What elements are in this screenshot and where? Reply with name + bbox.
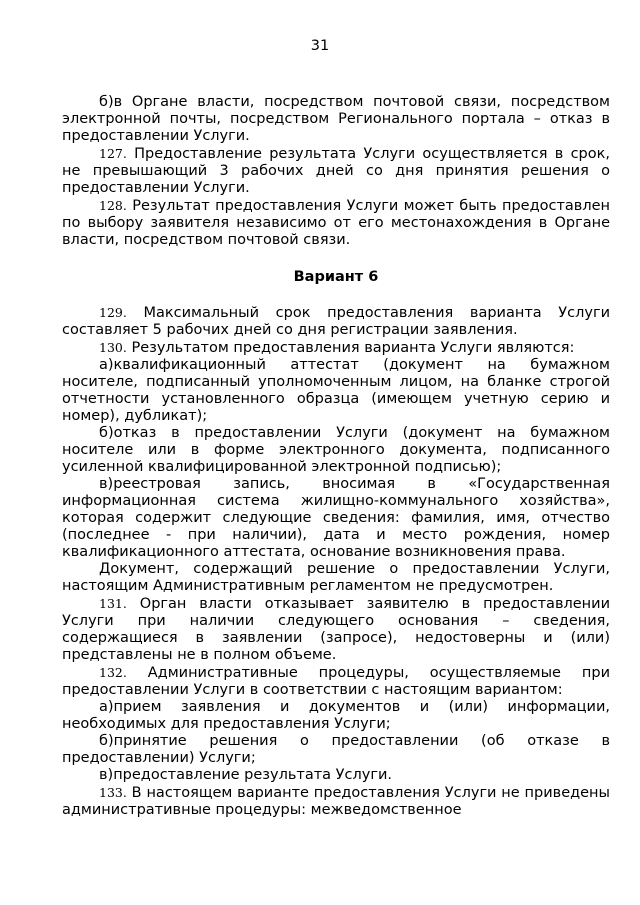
paragraph-text: Результат предоставления Услуги может быть предоставлен по выбору заявителя независимо от его местонахождения в Органе власти, посредством почтовой связи. bbox=[62, 198, 611, 248]
paragraph-number: 132. bbox=[99, 665, 127, 680]
list-marker: а) bbox=[99, 699, 114, 715]
paragraph bbox=[62, 304, 610, 339]
paragraph bbox=[62, 145, 610, 197]
paragraph bbox=[62, 94, 610, 145]
paragraph-text: Предоставление результата Услуги осуществляется в срок, не превышающий 3 рабочих дней со дня принятия решения о предоставлении Услуги. bbox=[62, 146, 610, 196]
paragraph-text: отказ в предоставлении Услуги (документ на бумажном носителе или в форме электронного документа, подписанного усиленной квалифицированной электронной подписью); bbox=[62, 425, 610, 475]
paragraph-text: Результатом предоставления варианта Услуги являются: bbox=[131, 340, 575, 356]
paragraph bbox=[62, 664, 610, 699]
paragraph bbox=[62, 339, 610, 357]
document-body bbox=[62, 94, 610, 819]
paragraph-text: Административные процедуры, осуществляемые при предоставлении Услуги в соответствии с настоящим вариантом: bbox=[62, 665, 611, 698]
paragraph-number: 133. bbox=[99, 785, 127, 800]
paragraph bbox=[62, 733, 610, 767]
paragraph bbox=[62, 476, 610, 561]
paragraph-text: квалификационный аттестат (документ на бумажном носителе, подписанный уполномоченным лицом, на бланке строгой отчетности установленного образца (имеющем учетную серию и номер), дубликат); bbox=[62, 357, 610, 424]
paragraph-text: предоставление результата Услуги. bbox=[113, 767, 392, 783]
paragraph bbox=[62, 425, 610, 476]
paragraph bbox=[62, 699, 610, 733]
paragraph-number: 129. bbox=[99, 305, 127, 320]
paragraph bbox=[62, 197, 610, 249]
list-marker: в) bbox=[99, 476, 114, 492]
paragraphs-top bbox=[62, 94, 610, 249]
list-marker: б) bbox=[99, 94, 114, 110]
paragraph-text: реестровая запись, вносимая в «Государственная информационная система жилищно-коммунального хозяйства», которая содержит следующие сведения: фамилия, имя, отчество (последнее - при наличии), дата и место рождения, номер квалификационного аттестата, основание возникновения права. bbox=[62, 476, 610, 560]
paragraph-number: 128. bbox=[99, 198, 127, 213]
paragraph-text: Орган власти отказывает заявителю в предоставлении Услуги при наличии следующего основания – сведения, содержащиеся в заявлении (запросе), недостоверны и (или) представлены не в полном объеме. bbox=[62, 596, 611, 663]
paragraph-text: в Органе власти, посредством почтовой связи, посредством электронной почты, посредством Регионального портала – отказ в предоставлении Услуги. bbox=[62, 94, 610, 144]
paragraph bbox=[62, 561, 610, 595]
paragraph bbox=[62, 784, 610, 819]
paragraphs-bottom bbox=[62, 304, 610, 819]
list-marker: а) bbox=[99, 357, 114, 373]
paragraph bbox=[62, 357, 610, 425]
paragraph-text: Максимальный срок предоставления варианта Услуги составляет 5 рабочих дней со дня регистрации заявления. bbox=[62, 305, 611, 338]
paragraph bbox=[62, 595, 610, 664]
paragraph-number: 127. bbox=[99, 146, 127, 161]
list-marker: б) bbox=[99, 733, 114, 749]
paragraph bbox=[62, 767, 610, 784]
paragraph-text: В настоящем варианте предоставления Услуги не приведены административные процедуры: межведомственное bbox=[62, 785, 610, 818]
paragraph-number: 130. bbox=[99, 340, 127, 355]
paragraph-text: прием заявления и документов и (или) информации, необходимых для предоставления Услуги; bbox=[62, 699, 610, 732]
paragraph-text: принятие решения о предоставлении (об отказе в предоставлении) Услуги; bbox=[62, 733, 610, 766]
section-heading: Вариант 6 bbox=[293, 269, 379, 285]
paragraph-text: Документ, содержащий решение о предоставлении Услуги, настоящим Административным регламентом не предусмотрен. bbox=[62, 561, 610, 594]
paragraph-number: 131. bbox=[99, 596, 127, 611]
page-number: 31 bbox=[310, 38, 330, 54]
list-marker: б) bbox=[99, 425, 114, 441]
list-marker: в) bbox=[99, 767, 114, 783]
